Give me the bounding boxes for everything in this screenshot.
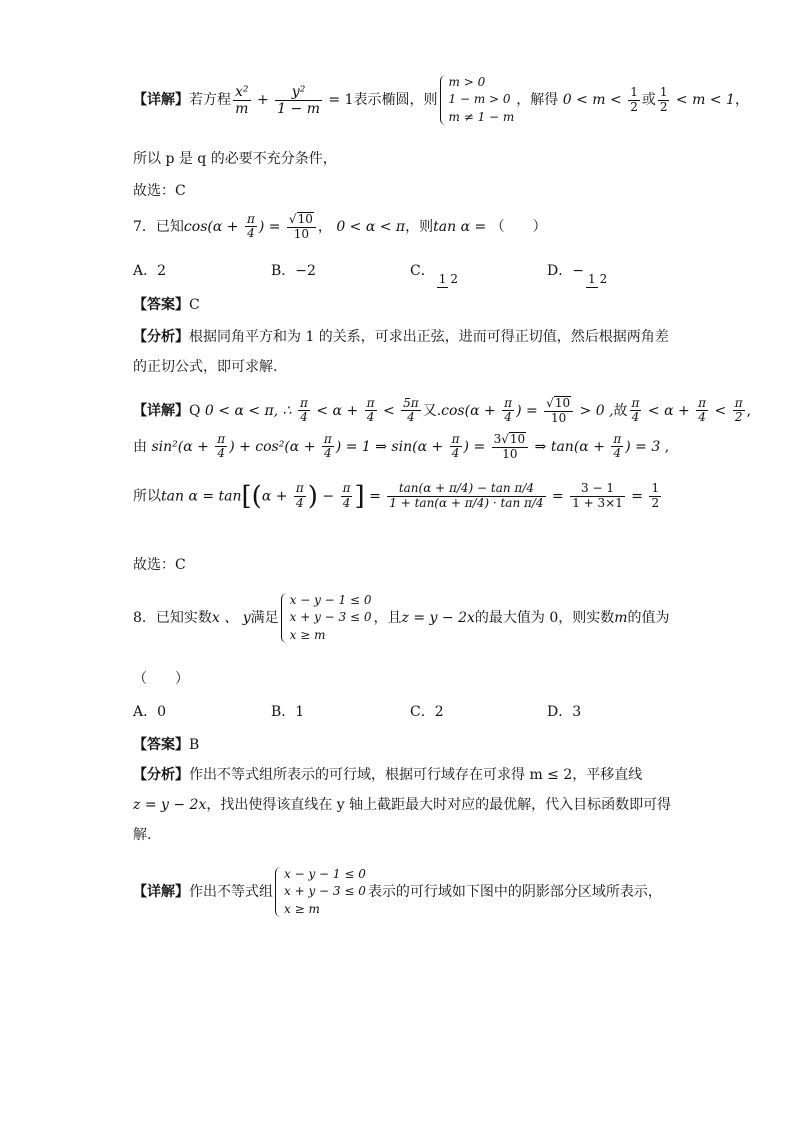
- q8-option-a: A．0: [133, 704, 167, 720]
- q7-you: 又.: [422, 402, 442, 419]
- q8-prefix: 8．已知实数: [133, 610, 212, 627]
- q7-detail-2: 由 sin²(α + $\frac{\pi}{4}$ ) + cos²(α + $\frac{\pi}{4}$ ) = 1 ⇒ sin(α + $\frac{\pi}{4}$ ) = $\frac{3√10}{10}$ ⇒ tan(α + $\frac{\pi}{4}$ ) = 3 ,: [133, 431, 670, 461]
- q6-inequality-system: m > 0 1 − m > 0 m ≠ 1 − m: [440, 74, 515, 126]
- q7-analysis-1: [133, 328, 669, 346]
- fraction-half: $\frac{1}{2}$: [630, 84, 638, 114]
- q8-detail-tag: 【详解】: [133, 884, 189, 901]
- q8-answer: [133, 736, 199, 754]
- q8-and: ，且: [373, 610, 402, 627]
- q7-option-a: A．2: [133, 263, 167, 279]
- fraction-half: $\frac{1}{2}$: [659, 84, 668, 114]
- q7-analysis-2: 的正切公式，即可求解.: [133, 359, 278, 375]
- q8-max: 的最大值为 0，则实数: [474, 610, 615, 627]
- q6-text: ，: [734, 92, 749, 109]
- q8-analysis-tag: 【分析】: [133, 767, 189, 783]
- fraction-sqrt10-over-10: $\frac{√10}{10}$: [287, 212, 316, 242]
- q8-detail-text: 表示的可行域如下图中的阴影部分区域所表示，: [367, 884, 662, 901]
- q7-from: 由: [133, 438, 147, 455]
- q7-detail-3: 所以tan α = tan[(α + $\frac{\pi}{4}$ ) − $\frac{\pi}{4}$ ] = $\frac{\text{tan(α + π/4) − tan π/4}}{\text{1 + tan(α + π/4) · tan π/4}}$ = $\frac{3 - 1}{1 + 3\times 1}$ = $\frac{1}{2}$: [133, 481, 660, 512]
- q6-conclusion: 所以 p 是 q 的必要不充分条件，: [133, 151, 337, 167]
- q8-option-d: D．3: [547, 704, 582, 720]
- q7-comma: ，: [317, 218, 332, 235]
- q8-detail: [133, 866, 662, 918]
- q7-gu: 故: [613, 402, 628, 419]
- fraction-pi-over-4: $\frac{\pi}{4}$: [246, 211, 255, 241]
- q7-detail-1: 【详解】Q 0 < α < π, ∴ $\frac{\pi}{4}$ < α + $\frac{\pi}{4}$ < $\frac{5\pi}{4}$ 又.cos(α + $\frac{\pi}{4}$ ) = $\frac{√10}{10}$ > 0 ,故 $\frac{\pi}{4}$ < α + $\frac{\pi}{4}$ < $\frac{\pi}{2}$ ,: [133, 395, 752, 425]
- q7-choice: 故选：C: [133, 557, 186, 573]
- q6-text: 或: [641, 92, 656, 109]
- q7-option-c: C． 1 2: [410, 263, 458, 286]
- tan-difference-fraction: $\frac{\text{tan(α + π/4) − tan π/4}}{\text{1 + tan(α + π/4) · tan π/4}}$: [389, 481, 544, 510]
- q8-xy: x 、 y: [211, 610, 251, 627]
- q8-analysis-1: [133, 766, 642, 784]
- q7-option-d: D．− 1 2: [547, 263, 608, 286]
- q8-analysis-text: 作出不等式组所表示的可行域，根据可行域存在可求得 m ≤ 2，平移直线: [189, 767, 643, 783]
- q6-text: 表示椭圆，则: [353, 92, 438, 109]
- q8-question: 8．已知实数x 、 y满足 x − y − 1 ≤ 0 x + y − 3 ≤ 0 x ≥ m ，且z = y − 2x的最大值为 0，则实数m的值为: [133, 592, 670, 644]
- q7-analysis-text: 根据同角平方和为 1 的关系，可求出正弦，进而可得正切值，然后根据两角差: [189, 329, 669, 345]
- q6-text: ，解得: [516, 92, 559, 109]
- q8-answer-tag: 【答案】: [133, 737, 189, 753]
- q8-paren: （ ）: [133, 671, 189, 687]
- q8-option-c: C．2: [410, 704, 444, 720]
- q6-detail-tag: 【详解】: [133, 92, 189, 109]
- q8-analysis-text: ，找出使得该直线在 y 轴上截距最大时对应的最优解，代入目标函数即可得: [206, 797, 672, 813]
- fraction-y2-over-1-m: $\frac{\text{y²}}{1 - m}$: [277, 83, 320, 117]
- q7-paren: （ ）: [490, 218, 547, 235]
- q8-end: 的值为: [627, 610, 670, 627]
- q8-inequality-system-2: x − y − 1 ≤ 0 x + y − 3 ≤ 0 x ≥ m: [275, 866, 366, 918]
- q8-inequality-system: x − y − 1 ≤ 0 x + y − 3 ≤ 0 x ≥ m: [281, 592, 372, 644]
- q7-so: 所以: [133, 488, 161, 505]
- q8-satisfy: 满足: [250, 610, 279, 627]
- q7-option-b: B．−2: [271, 263, 316, 279]
- q7-then: ，则: [405, 218, 434, 235]
- q8-m: m: [614, 610, 628, 627]
- q7-answer-tag: 【答案】: [133, 297, 189, 313]
- q8-analysis-3: 解.: [133, 827, 152, 843]
- q7-detail-tag: 【详解】: [133, 402, 189, 419]
- q7-analysis-tag: 【分析】: [133, 329, 189, 345]
- q6-choice: 故选：C: [133, 183, 186, 199]
- q8-answer-value: B: [189, 737, 200, 753]
- q8-analysis-2: [133, 796, 671, 814]
- q6-text: 若方程: [189, 92, 231, 109]
- q8-option-b: B．1: [271, 704, 305, 720]
- q7-condition: 0 < α < π: [336, 218, 406, 235]
- q7-answer-value: C: [189, 297, 200, 313]
- q6-detail-line: 【详解】若方程 $\frac{\text{x²}}{m}$ + $\frac{\text{y²}}{1 - m}$ = 1表示椭圆，则 m > 0 1 − m > 0 m ≠ 1 − m ，解得 0 < m < $\frac{1}{2}$ 或 $\frac{1}{2}$ < m < 1，: [133, 74, 749, 126]
- q8-line-eq: z = y − 2x: [133, 797, 207, 813]
- q8-detail-text: 作出不等式组: [189, 884, 273, 901]
- q7-prefix: 7．已知: [133, 218, 184, 235]
- fraction-x2-over-m: $\frac{\text{x²}}{m}$: [235, 83, 249, 117]
- q7-answer: [133, 296, 200, 314]
- q7-because: Q: [189, 402, 201, 419]
- q7-question: 7．已知cos(α + $\frac{\pi}{4}$ ) = $\frac{√10}{10}$ ， 0 < α < π，则tan α = （ ）: [133, 211, 547, 241]
